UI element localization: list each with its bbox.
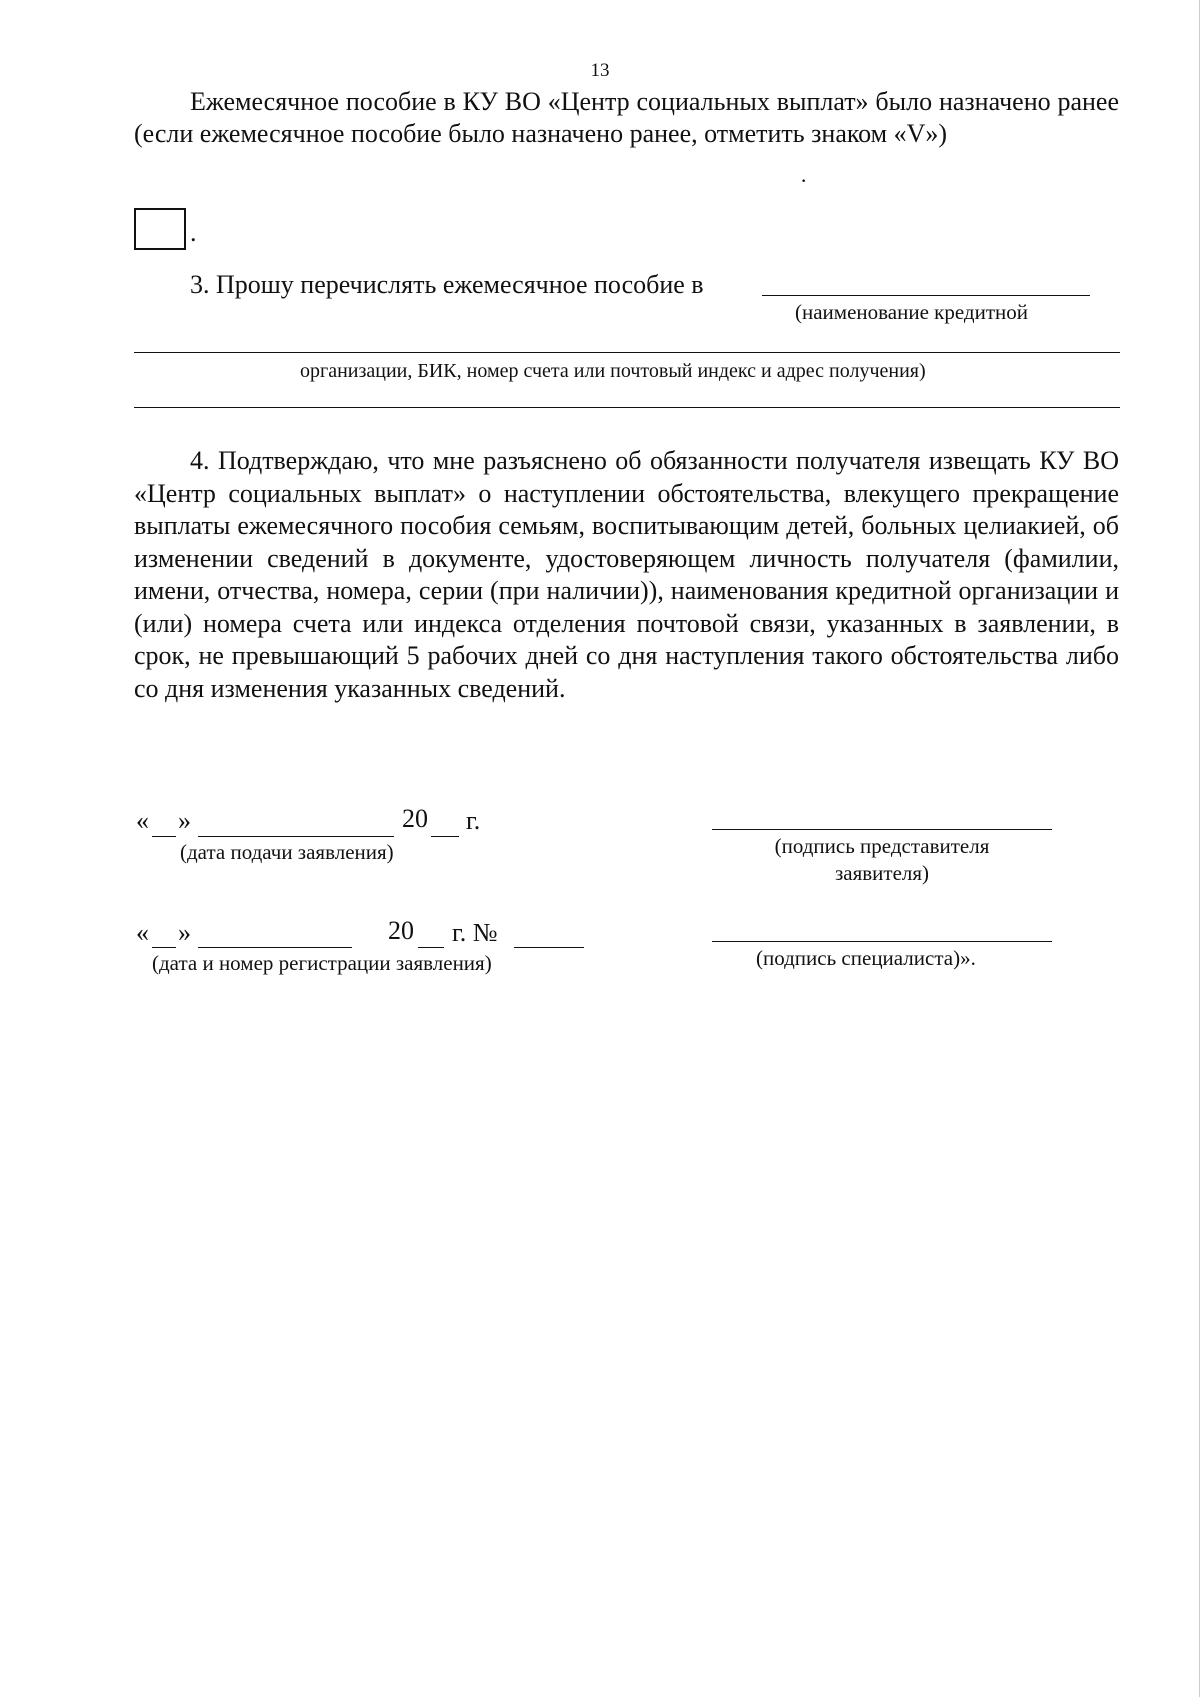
- date2-quote-close: »: [178, 918, 191, 947]
- registration-number-line[interactable]: [514, 947, 584, 948]
- date1-year-suffix: г.: [466, 806, 481, 835]
- org-details-input-line[interactable]: [134, 407, 1120, 408]
- date2-year-suffix: г. №: [452, 918, 498, 947]
- rep-caption-line2: заявителя): [834, 861, 930, 885]
- date1-month-line[interactable]: [198, 836, 394, 837]
- stray-dot: ·: [800, 168, 808, 193]
- checkbox-suffix: .: [190, 218, 197, 247]
- date1-day-line[interactable]: [152, 836, 176, 837]
- date1-quote-open: «: [136, 806, 149, 835]
- credit-org-caption: (наименование кредитной: [795, 300, 1028, 324]
- section-4-paragraph: [134, 445, 1119, 705]
- date1-year-prefix: 20: [402, 804, 428, 833]
- date2-day-line[interactable]: [152, 947, 176, 948]
- date1-caption: (дата подачи заявления): [180, 840, 394, 864]
- date2-month-line[interactable]: [198, 947, 352, 948]
- page-edge: [1195, 0, 1200, 1697]
- representative-signature-line[interactable]: [712, 829, 1052, 830]
- date2-caption: (дата и номер регистрации заявления): [152, 951, 492, 975]
- previous-benefit-text: Ежемесячное пособие в КУ ВО «Центр социальных выплат» было назначено ранее (если ежемесячное пособие было назначено ранее, отметить знаком «V»): [134, 87, 1119, 148]
- date2-year-line[interactable]: [418, 947, 444, 948]
- previous-benefit-checkbox[interactable]: [134, 208, 186, 250]
- section-4-text: 4. Подтверждаю, что мне разъяснено об обязанности получателя извещать КУ ВО «Центр социальных выплат» о наступлении обстоятельства, влекущего прекращение выплаты ежемесячного пособия семьям, воспитывающим детей, больных целиакией, об изменении сведений в документе, удостоверяющем личность получателя (фамилии, имени, отчества, номера, серии (при наличии)), наименования кредитной организации и (или) номера счета или индекса отделения почтовой связи, указанных в заявлении, в срок, не превышающий 5 рабочих дней со дня наступления такого обстоятельства либо со дня изменения указанных сведений.: [134, 446, 1119, 703]
- credit-org-input-line-2[interactable]: [134, 352, 1120, 353]
- representative-signature-caption: [712, 834, 1052, 886]
- rep-caption-line1: (подпись представителя: [774, 834, 990, 858]
- date1-quote-close: »: [178, 806, 191, 835]
- date1-year-line[interactable]: [431, 836, 459, 837]
- org-details-caption: организации, БИК, номер счета или почтовый индекс и адрес получения): [300, 360, 926, 382]
- date2-year-prefix: 20: [388, 916, 414, 945]
- previous-benefit-paragraph: [134, 86, 1119, 150]
- credit-org-input-line[interactable]: [762, 295, 1090, 296]
- section-3-text: 3. Прошу перечислять ежемесячное пособие в: [190, 270, 704, 299]
- specialist-signature-caption: (подпись специалиста)».: [756, 946, 976, 970]
- page-number: 13: [590, 60, 610, 81]
- specialist-signature-line[interactable]: [712, 941, 1052, 942]
- date2-quote-open: «: [136, 918, 149, 947]
